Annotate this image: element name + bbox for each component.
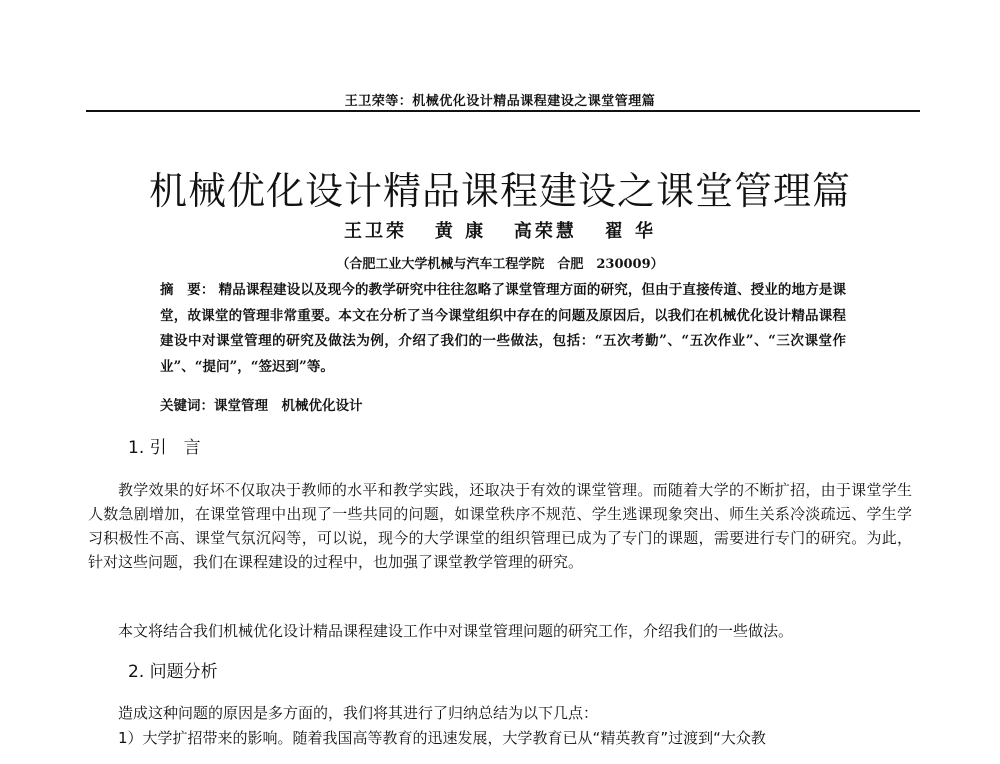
keywords-text: 课堂管理 机械优化设计 xyxy=(214,398,363,414)
keywords-label: 关键词： xyxy=(160,398,214,414)
paragraph: 造成这种问题的原因是多方面的，我们将其进行了归纳总结为以下几点： xyxy=(118,704,599,722)
abstract-label: 摘 要： xyxy=(160,282,215,298)
affiliation: （合肥工业大学机械与汽车工程学院 合肥 230009） xyxy=(336,257,664,272)
paragraph: 1）大学扩招带来的影响。随着我国高等教育的迅速发展，大学教育已从“精英教育”过渡到“大众教 xyxy=(118,729,766,747)
paragraph: 教学效果的好坏不仅取决于教师的水平和教学实践，还取决于有效的课堂管理。而随着大学的不断扩招，由于课堂学生人数急剧增加，在课堂管理中出现了一些共同的问题，如课堂秩序不规范、学生逃课现象突出、师生关系冷淡疏远、学生学习积极性不高、课堂气氛沉闷等，可以说，现今的大学课堂的组织管理已成为了专门的课题，需要进行专门的研究。为此，针对这些问题，我们在课程建设的过程中，也加强了课堂教学管理的研究。 xyxy=(88,481,912,571)
author-list: 王卫荣 黄 康 高荣慧 翟 华 xyxy=(344,221,656,242)
paragraph: 本文将结合我们机械优化设计精品课程建设工作中对课堂管理问题的研究工作，介绍我们的一些做法。 xyxy=(118,622,794,640)
abstract-text: 精品课程建设以及现今的教学研究中往往忽略了课堂管理方面的研究，但由于直接传道、授业的地方是课堂，故课堂的管理非常重要。本文在分析了当今课堂组织中存在的问题及原因后，以我们在机械优化设计精品课程建设中对课堂管理的研究及做法为例，介绍了我们的一些做法，包括：“五次考勤”、“五次作业”、“三次课堂作业”、“提问”，“签迟到”等。 xyxy=(160,282,847,375)
section-heading-introduction: 1. 引 言 xyxy=(128,438,201,458)
running-head: 王卫荣等：机械优化设计精品课程建设之课堂管理篇 xyxy=(344,94,656,109)
paper-title: 机械优化设计精品课程建设之课堂管理篇 xyxy=(148,169,851,213)
section-heading-problem-analysis: 2. 问题分析 xyxy=(128,662,218,682)
abstract xyxy=(160,278,846,380)
keywords xyxy=(160,394,846,414)
header-rule xyxy=(86,110,920,112)
